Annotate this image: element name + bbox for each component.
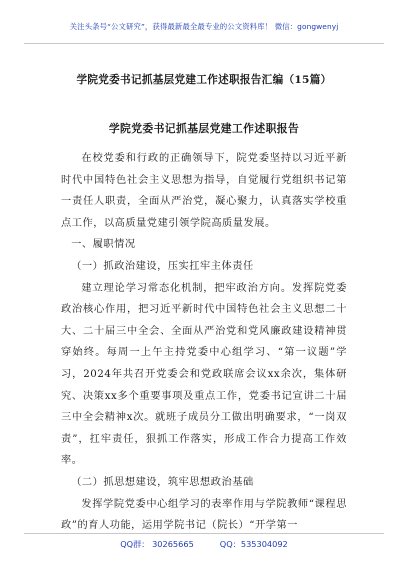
qq-number: QQ：535304092 [219,539,288,549]
article-title: 学院党委书记抓基层党建工作述职报告 [108,122,300,135]
document-title: 学院党委书记抓基层党建工作述职报告汇编（15篇） [76,74,332,86]
section-heading: 一、履职情况 [71,239,136,251]
body-paragraph: 建立理论学习常态化机制，把牢政治方向。发挥院党委政治核心作用，把习近平新时代中国特色社会主义思想二十大、二十届三中全会、全面从严治党和党风廉政建设精神贯穿始终。每周一上午主持党委中心组学习、“第一议题”学习，2024年共召开党委会和党政联席会议xx余次，集体研究、决策xx多个重要事项及重点工作，党委书记宣讲二十届三中全会精神x次。就班子成员分工做出明确要求，“一岗双责”，扛牢责任，狠抓工作落实，形成工作合力提高工作效率。 [61,282,347,467]
header-note: 关注头条号“公文研究”，获得最新最全最专业的公文资料库！ 微信：gongwenyj [69,22,339,31]
body-paragraph: 发挥学院党委中心组学习的表率作用与学院教师“课程思政”的育人功能，运用学院书记（院长）“开学第一 [61,498,347,532]
footer-divider [24,533,384,534]
subsection-heading: （二）抓思想建设，筑牢思想政治基础 [71,476,254,488]
header-divider [24,43,384,44]
qq-group-number: QQ群： 30265665 [120,539,194,549]
document-body [61,148,347,537]
intro-paragraph: 在校党委和行政的正确领导下，院党委坚持以习近平新时代中国特色社会主义思想为指导，自觉履行党组织书记第一责任人职责，全面从严治党，凝心聚力，认真落实学校重点工作，以高质量党建引领学院高质量发展。 [61,153,347,229]
footer-contact [0,539,408,550]
subsection-heading: （一）抓政治建设，压实扛牢主体责任 [71,260,254,272]
